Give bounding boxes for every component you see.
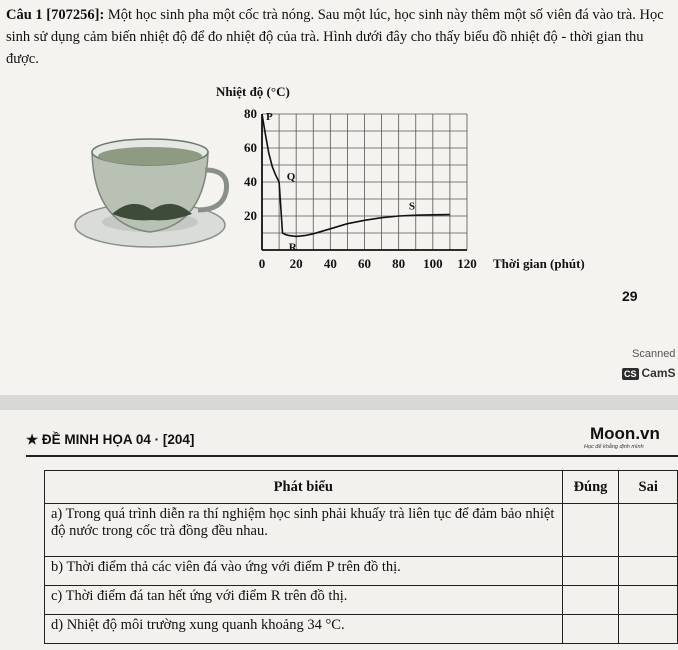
scanner-watermark-text: Scanned <box>632 348 676 360</box>
header-rule <box>26 455 678 457</box>
x-axis-label: Thời gian (phút) <box>493 256 585 271</box>
table-row <box>45 615 678 644</box>
y-tick-label: 40 <box>244 174 257 189</box>
table-header-row <box>45 471 678 504</box>
false-cell-c[interactable] <box>619 586 678 615</box>
y-tick-label: 20 <box>244 208 257 223</box>
statement-c: c) Thời điểm đá tan hết ứng với điểm R trên đồ thị. <box>45 586 563 615</box>
x-tick-label: 20 <box>289 256 303 271</box>
scanner-watermark-brand <box>622 366 676 380</box>
table-row <box>45 557 678 586</box>
x-tick-label: 120 <box>457 256 477 271</box>
camscanner-icon: CS <box>624 369 637 379</box>
x-tick-label: 40 <box>323 256 337 271</box>
y-tick-label: 60 <box>244 140 257 155</box>
x-tick-label: 60 <box>358 256 371 271</box>
statement-d: d) Nhiệt độ môi trường xung quanh khoảng 34 °C. <box>45 615 563 644</box>
table-row <box>45 586 678 615</box>
true-cell-b[interactable] <box>562 557 619 586</box>
statement-a: a) Trong quá trình diễn ra thí nghiệm học sinh phải khuấy trà liên tục để đảm bảo nhiệt độ nước trong cốc trà đồng đều nhau. <box>45 504 563 557</box>
x-tick-label: 100 <box>423 256 443 271</box>
moon-logo: Moon.vn <box>590 424 660 443</box>
question-number: Câu 1 [707256]: <box>6 7 105 23</box>
scanner-brand-text: CamS <box>641 366 676 380</box>
true-false-table <box>44 470 678 644</box>
exam-title: ★ ĐỀ MINH HỌA 04 · [204] <box>26 432 195 447</box>
tea-cup-illustration <box>75 139 227 247</box>
statement-b: b) Thời điểm thả các viên đá vào ứng với điểm P trên đồ thị. <box>45 557 563 586</box>
point-label-s: S <box>408 200 416 213</box>
scanned-page-bottom <box>0 410 678 650</box>
moon-slogan: Học để khẳng định mình <box>584 444 644 450</box>
point-label-p: P <box>266 111 273 123</box>
point-label-r: R <box>288 241 297 254</box>
header-false: Sai <box>619 471 678 504</box>
y-axis-label: Nhiệt độ (°C) <box>216 84 290 99</box>
true-cell-a[interactable] <box>562 504 619 557</box>
point-label-q: Q <box>286 171 296 183</box>
false-cell-d[interactable] <box>619 615 678 644</box>
false-cell-b[interactable] <box>619 557 678 586</box>
true-cell-d[interactable] <box>562 615 619 644</box>
temperature-time-chart <box>0 0 678 300</box>
x-tick-label: 80 <box>392 256 406 271</box>
table-row <box>45 504 678 557</box>
page-number: 29 <box>622 288 638 304</box>
true-cell-c[interactable] <box>562 586 619 615</box>
question-body: Một học sinh pha một cốc trà nóng. Sau một lúc, học sinh này thêm một số viên đá vào trà. Học sinh sử dụng cảm biến nhiệt độ để đo nhiệt độ của trà. Hình dưới đây cho thấy biểu đồ nhiệt độ - thời gian thu được. <box>6 7 664 67</box>
false-cell-a[interactable] <box>619 504 678 557</box>
x-tick-label: 0 <box>258 256 266 271</box>
y-tick-label: 80 <box>244 106 257 121</box>
header-statement: Phát biểu <box>45 471 563 504</box>
header-true: Đúng <box>562 471 619 504</box>
